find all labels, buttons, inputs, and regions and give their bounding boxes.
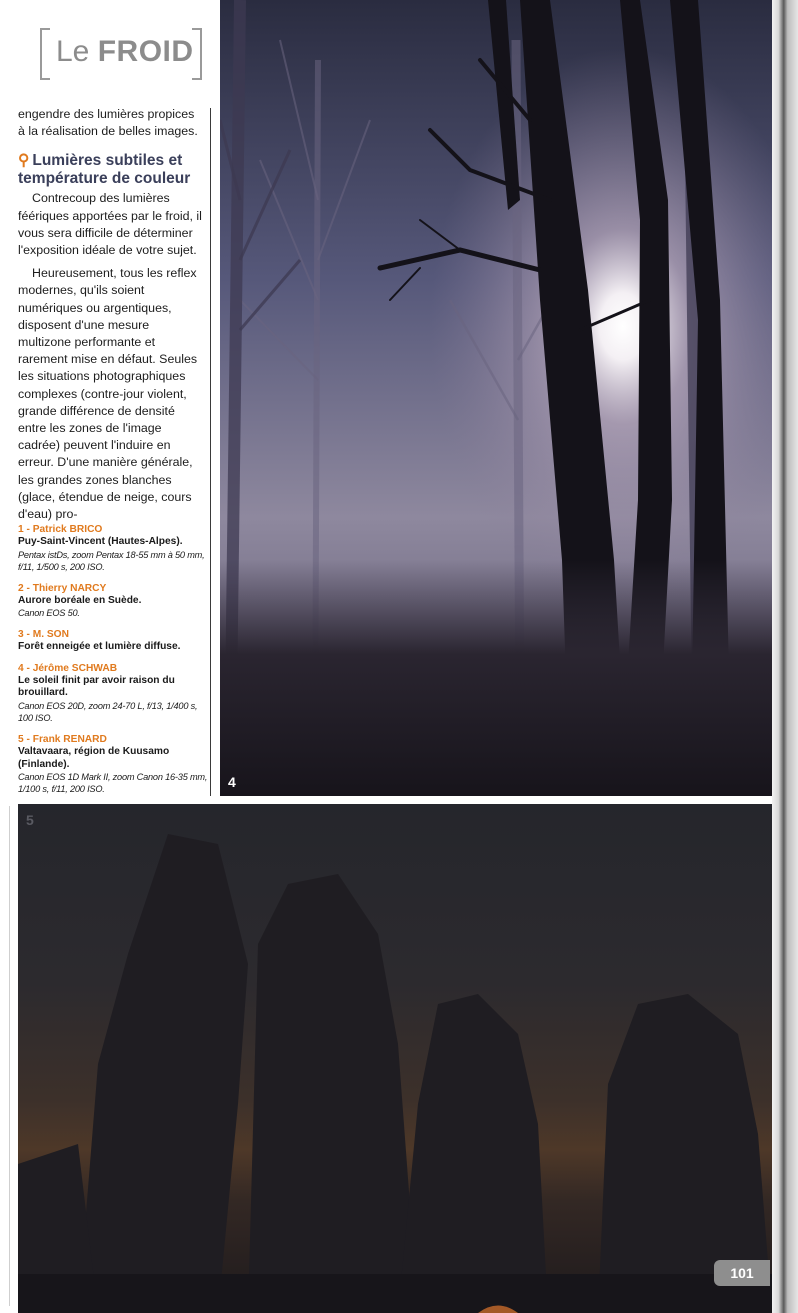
credit-description: Aurore boréale en Suède. bbox=[18, 595, 142, 607]
credit-item bbox=[18, 734, 208, 796]
paragraph-2: Heureusement, tous les reflex modernes, qu'ils soient numériques ou argentiques, disposent d'une mesure multizone performante et rarement mise en défaut. Seules les situations photographiques complexes (contre-jour violent, grande différence de densité entre les zones de l'image cadrée) peuvent l'induire en erreur. D'une manière générale, les grandes zones blanches (glace, étendue de neige, cours d'eau) pro- bbox=[18, 266, 198, 522]
credit-description: Le soleil finit par avoir raison du brouillard. bbox=[18, 675, 175, 699]
photo-number-5: 5 bbox=[26, 812, 34, 828]
article-column bbox=[18, 106, 202, 523]
left-bracket bbox=[40, 28, 50, 80]
winter-sunset-illustration bbox=[18, 804, 772, 1313]
credit-meta: Canon EOS 50. bbox=[18, 608, 80, 619]
section-title-word: FROID bbox=[97, 35, 194, 68]
section-header bbox=[40, 28, 202, 78]
page-binding bbox=[772, 0, 798, 1313]
credit-description: Valtavaara, région de Kuusamo (Finlande). bbox=[18, 746, 170, 770]
subheading bbox=[18, 152, 202, 188]
credit-name: 2 - Thierry NARCY bbox=[18, 582, 107, 594]
key-icon: ⚲ bbox=[18, 152, 30, 170]
intro-paragraph: engendre des lumières propices à la réalisation de belles images. bbox=[18, 107, 198, 139]
credit-item bbox=[18, 524, 208, 574]
column-divider bbox=[210, 108, 211, 796]
credit-item bbox=[18, 583, 208, 620]
section-title bbox=[56, 34, 194, 70]
photo-winter-sunset bbox=[18, 804, 772, 1313]
credit-item bbox=[18, 663, 208, 725]
paragraph-1: Contrecoup des lumières féériques apportées par le froid, il vous sera difficile de déterminer l'exposition idéale de votre sujet. bbox=[18, 191, 202, 258]
credit-item bbox=[18, 629, 208, 654]
photo-number-4: 4 bbox=[228, 774, 236, 790]
page-number: 101 bbox=[714, 1260, 770, 1286]
subheading-text: Lumières subtiles et température de couleur bbox=[18, 152, 191, 188]
photo-foggy-forest bbox=[220, 0, 772, 796]
credit-meta: Pentax istDs, zoom Pentax 18-55 mm à 50 mm, f/11, 1/500 s, 200 ISO. bbox=[18, 549, 205, 573]
right-bracket bbox=[192, 28, 202, 80]
credit-name: 5 - Frank RENARD bbox=[18, 733, 107, 745]
credit-meta: Canon EOS 1D Mark II, zoom Canon 16-35 mm, 1/100 s, f/11, 200 ISO. bbox=[18, 771, 208, 795]
credit-description: Forêt enneigée et lumière diffuse. bbox=[18, 641, 181, 653]
credit-name: 1 - Patrick BRICO bbox=[18, 524, 103, 535]
credit-name: 3 - M. SON bbox=[18, 628, 69, 640]
credit-name: 4 - Jérôme SCHWAB bbox=[18, 662, 118, 674]
section-title-prefix: Le bbox=[56, 35, 90, 68]
photo-credits bbox=[18, 524, 208, 805]
credit-meta: Canon EOS 20D, zoom 24-70 L, f/13, 1/400 s, 100 ISO. bbox=[18, 700, 198, 724]
credit-description: Puy-Saint-Vincent (Hautes-Alpes). bbox=[18, 536, 183, 548]
margin-rule bbox=[9, 806, 10, 1306]
foggy-forest-illustration bbox=[220, 0, 772, 796]
